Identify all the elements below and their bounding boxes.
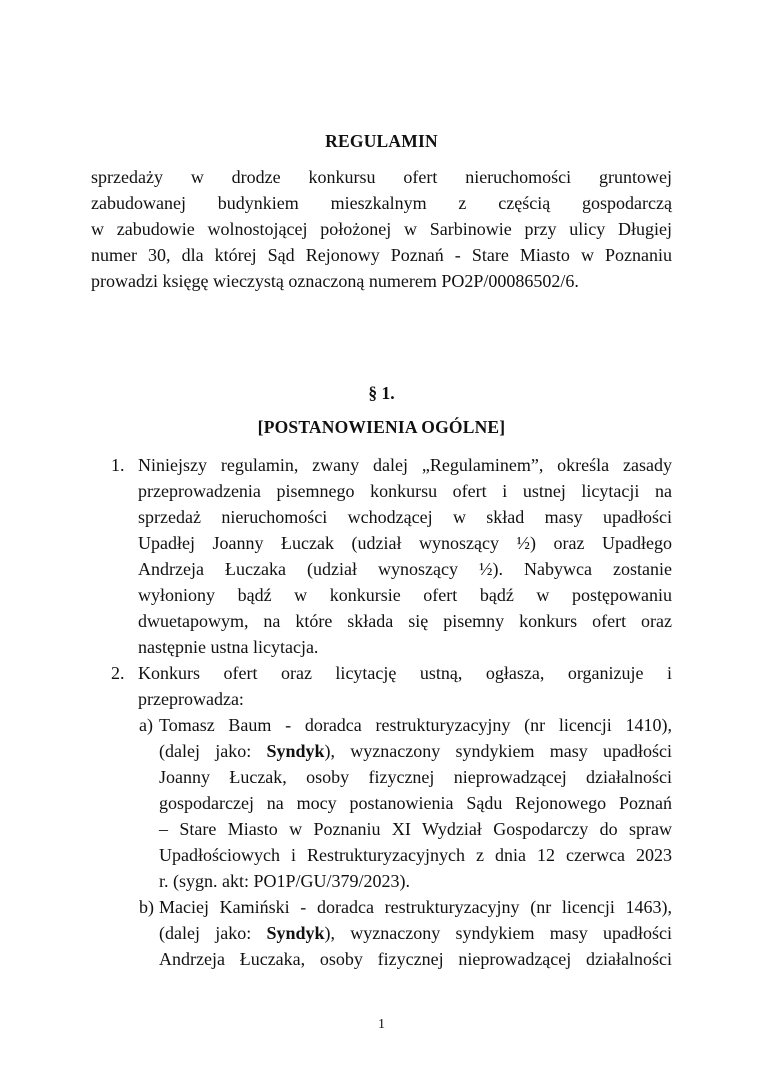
- list-item: [91, 452, 672, 660]
- list-item-line: przeprowadza:: [138, 689, 244, 709]
- intro-line: prowadzi księgę wieczystą oznaczoną numerem PO2P/00086502/6.: [91, 271, 579, 291]
- sub-item-letter: a): [139, 715, 153, 735]
- sub-item-line: Andrzeja Łuczaka, osoby fizycznej nieprowadzącej działalności: [159, 949, 672, 969]
- intro-paragraph: [91, 164, 672, 294]
- syndyk-term: Syndyk: [266, 923, 325, 943]
- sub-item-line: [159, 738, 672, 764]
- list-item-line: dwuetapowym, na które składa się pisemny konkurs ofert oraz: [138, 611, 672, 631]
- sub-item-line: gospodarczej na mocy postanowienia Sądu Rejonowego Poznań: [159, 793, 672, 813]
- sub-item: [91, 712, 672, 894]
- document-title: REGULAMIN: [325, 131, 438, 151]
- list-item-line: wyłoniony bądź w konkursie ofert bądź w postępowaniu: [138, 585, 672, 605]
- sub-item-line: Tomasz Baum - doradca restrukturyzacyjny (nr licencji 1410),: [159, 715, 672, 735]
- sub-item-text: (dalej jako:: [159, 741, 267, 761]
- sub-item-text: (dalej jako:: [159, 923, 267, 943]
- section-number: § 1.: [368, 383, 395, 403]
- list-item-line: Andrzeja Łuczaka (udział wynoszący ½). Nabywca zostanie: [138, 559, 672, 579]
- list-item-line: sprzedaż nieruchomości wchodzącej w skład masy upadłości: [138, 507, 672, 527]
- sub-item-line: – Stare Miasto w Poznaniu XI Wydział Gospodarczy do spraw: [159, 819, 672, 839]
- list-item: [91, 660, 672, 712]
- section-title: [POSTANOWIENIA OGÓLNE]: [257, 417, 506, 437]
- list-item-line: następnie ustna licytacja.: [138, 637, 319, 657]
- numbered-list: [91, 452, 672, 972]
- page-number: 1: [378, 1017, 385, 1032]
- list-item-line: przeprowadzenia pisemnego konkursu ofert i ustnej licytacji na: [138, 481, 672, 501]
- intro-line: sprzedaży w drodze konkursu ofert nieruchomości gruntowej: [91, 167, 672, 187]
- sub-item-line: r. (sygn. akt: PO1P/GU/379/2023).: [159, 871, 411, 891]
- intro-line: zabudowanej budynkiem mieszkalnym z częścią gospodarczą: [91, 193, 672, 213]
- sub-item-line: Maciej Kamiński - doradca restrukturyzacyjny (nr licencji 1463),: [159, 897, 672, 917]
- sub-item-text: ), wyznaczony syndykiem masy upadłości: [324, 923, 672, 943]
- intro-line: w zabudowie wolnostojącej położonej w Sarbinowie przy ulicy Długiej: [91, 219, 672, 239]
- sub-item-line: Upadłościowych i Restrukturyzacyjnych z dnia 12 czerwca 2023: [159, 845, 672, 865]
- sub-item-line: [159, 920, 672, 946]
- list-item-number: 2.: [111, 663, 125, 683]
- list-item-line: Niniejszy regulamin, zwany dalej „Regulaminem”, określa zasady: [138, 455, 672, 475]
- intro-line: numer 30, dla której Sąd Rejonowy Poznań - Stare Miasto w Poznaniu: [91, 245, 672, 265]
- list-item-line: Konkurs ofert oraz licytację ustną, ogłasza, organizuje i: [138, 663, 672, 683]
- list-item-line: Upadłej Joanny Łuczak (udział wynoszący ½) oraz Upadłego: [138, 533, 672, 553]
- sub-item-text: ), wyznaczony syndykiem masy upadłości: [324, 741, 672, 761]
- sub-item: [91, 894, 672, 972]
- syndyk-term: Syndyk: [266, 741, 325, 761]
- sub-item-line: Joanny Łuczak, osoby fizycznej nieprowadzącej działalności: [159, 767, 672, 787]
- list-item-number: 1.: [111, 455, 125, 475]
- sub-item-letter: b): [139, 897, 154, 917]
